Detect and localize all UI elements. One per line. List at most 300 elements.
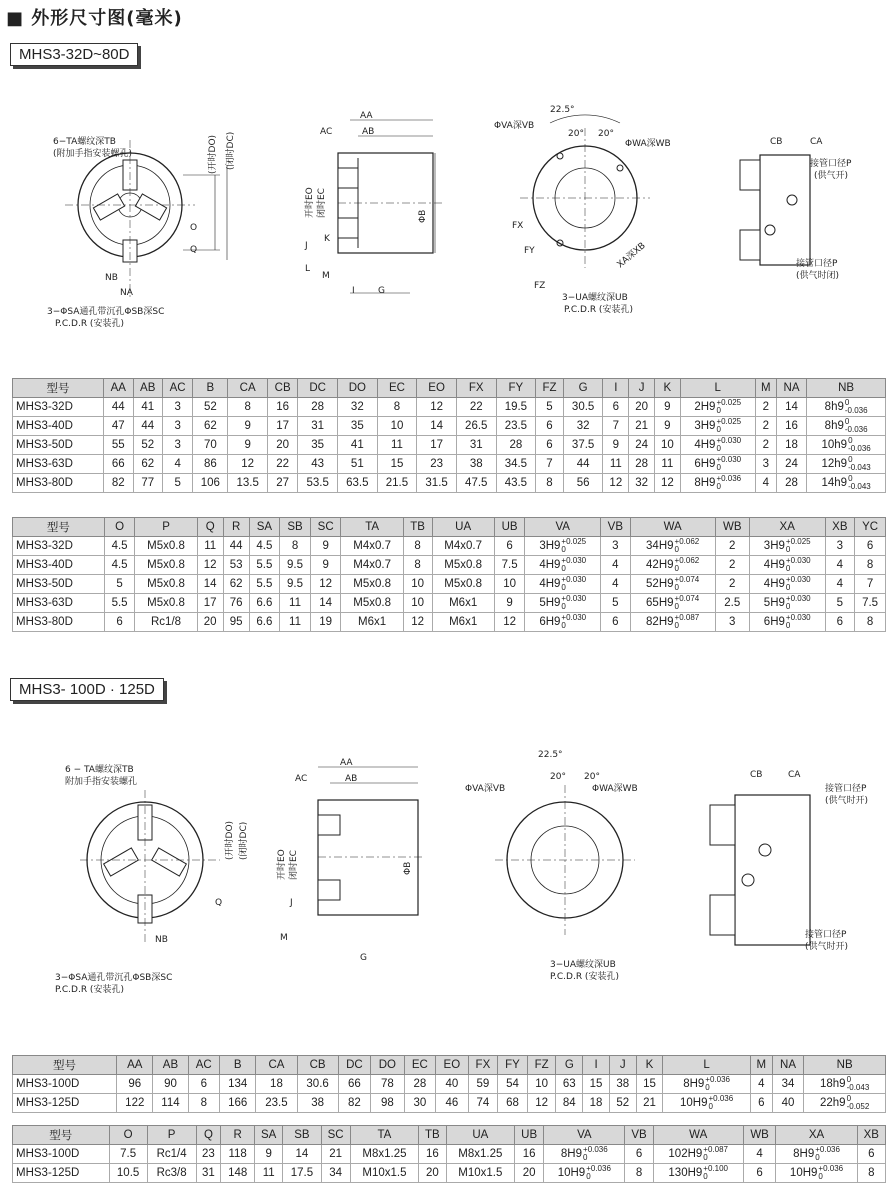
tolerance-upper: 0 [848,436,853,445]
label-xa: XA深XB [615,240,648,271]
table-cell: 6 [625,1145,653,1164]
table-cell: 5.5 [249,575,280,594]
nominal-value: 10H9 [789,1167,818,1180]
table-cell: 26.5 [456,417,496,436]
model-cell: MHS3-80D [13,474,104,493]
nominal-value: 22h9 [820,1097,846,1110]
table-cell: 28 [629,455,655,474]
table-cell [680,474,755,493]
col-header: NA [772,1056,804,1075]
col-header: TB [403,518,432,537]
col-header: AB [153,1056,188,1075]
table-cell: 6 [188,1075,220,1094]
tolerance-lower: 0 [703,1172,708,1181]
tolerance-lower: 0 [716,444,721,453]
table-cell: 6 [536,417,564,436]
table-cell: 66 [338,1075,370,1094]
tolerance-lower: -0.043 [846,1083,870,1092]
table-cell: 15 [583,1075,610,1094]
table-cell: 34.5 [496,455,536,474]
nominal-value: 4H9 [539,578,561,591]
table-cell: 9 [654,398,680,417]
table-cell: 3 [162,436,192,455]
col-header: L [663,1056,750,1075]
front-view-drawing [45,130,255,330]
table-cell: 122 [117,1094,153,1113]
col-header: FZ [527,1056,556,1075]
label-pcd-rear-2: P.C.D.R (安装孔) [550,972,619,982]
table-cell: 17 [417,436,457,455]
nominal-value: 3H9 [694,420,716,433]
col-header: K [654,379,680,398]
table-cell: 9.5 [280,556,311,575]
tolerance [675,538,700,554]
table-cell [807,398,886,417]
table-cell: 114 [153,1094,188,1113]
table-cell: 62 [223,575,249,594]
table-cell [663,1075,750,1094]
tolerance-upper: +0.087 [703,1145,728,1154]
table-cell: 10 [494,575,525,594]
table-cell: M5x0.8 [432,556,494,575]
label-cb: CB [770,137,783,147]
rear-view-drawing-2 [460,745,670,985]
table-cell [749,594,825,613]
tolerance [848,437,871,453]
label-ac-2: AC [295,774,308,784]
table-cell: 8 [228,398,268,417]
tolerance [848,475,871,491]
tolerance [818,1165,843,1181]
table-cell: 12 [310,575,341,594]
col-header: Q [196,1126,221,1145]
table-cell: 14 [417,417,457,436]
tolerance-upper: +0.036 [705,1075,730,1084]
table-cell: 7.5 [109,1145,147,1164]
tolerance-upper: +0.036 [586,1164,611,1173]
nominal-value: 4H9 [763,559,785,572]
table-cell: 7 [603,417,629,436]
tolerance [847,1095,870,1111]
table-cell: 66 [104,455,133,474]
table-cell: 56 [563,474,603,493]
table-row [13,436,886,455]
label-angle-20-a: 20° [568,129,584,139]
table-row [13,1075,886,1094]
tolerance [716,437,741,453]
label-port-open: 接管口径P [810,159,852,169]
tolerance [586,1165,611,1181]
nominal-value: 8H9 [560,1148,583,1161]
col-header: SB [283,1126,321,1145]
model-label-32-80: MHS3-32D~80D [10,43,138,66]
table-cell: 37.5 [563,436,603,455]
table-cell [680,455,755,474]
tolerance [561,557,586,573]
table-cell: 14 [283,1145,321,1164]
label-j: J [305,241,308,251]
col-header: CB [297,1056,338,1075]
nominal-value: 8H9 [694,477,716,490]
label-dc: (闭时DC) [226,131,236,170]
table-cell: 22 [456,398,496,417]
label-i: I [352,286,355,296]
table-cell: 11 [280,613,311,632]
table-cell: 70 [193,436,228,455]
table-cell [807,474,886,493]
nominal-value: 52H9 [646,578,674,591]
label-aa-2: AA [340,758,353,768]
nominal-value: 6H9 [539,616,561,629]
table-cell: 77 [133,474,162,493]
table-cell: Rc1/4 [147,1145,196,1164]
table-cell: 2 [755,436,776,455]
table-row [13,474,886,493]
table-cell: 38 [456,455,496,474]
table-cell: M4x0.7 [341,537,403,556]
table-cell: 16 [419,1145,446,1164]
nominal-value: 4H9 [539,559,561,572]
table-cell: 11 [197,537,223,556]
tolerance [847,1076,870,1092]
table-cell: 5 [825,594,855,613]
table-cell: 15 [636,1075,663,1094]
col-header: P [135,518,197,537]
table-cell: 17.5 [283,1164,321,1183]
tolerance-lower: -0.036 [844,406,868,415]
tolerance [815,1146,840,1162]
tolerance [786,614,811,630]
label-m: M [322,271,330,281]
label-l: L [305,264,311,274]
table-cell: 23 [196,1145,221,1164]
table-cell: 30.5 [563,398,603,417]
table-cell: 106 [193,474,228,493]
table-cell: 82 [338,1094,370,1113]
table-cell: 12 [403,613,432,632]
label-ta-2: 6 − TA螺纹深TB [65,765,134,775]
table-cell: 18 [256,1075,297,1094]
table-cell: 41 [133,398,162,417]
table-cell: 22 [267,455,297,474]
table-cell: M5x0.8 [135,556,197,575]
label-fx: FX [512,221,524,231]
table-cell: M6x1 [432,594,494,613]
table-cell: 30 [404,1094,436,1113]
label-angle-20-b: 20° [598,129,614,139]
nominal-value: 6H9 [694,458,716,471]
tolerance [716,456,741,472]
table-cell: 12 [654,474,680,493]
table-cell: 62 [133,455,162,474]
table-cell: 32 [338,398,378,417]
tolerance-upper: 0 [848,455,853,464]
model-cell: MHS3-80D [13,613,105,632]
table-cell: M8x1.25 [446,1145,514,1164]
table-cell [749,575,825,594]
label-pcd-2: P.C.D.R (安装孔) [55,985,124,995]
table-cell: 44 [104,398,133,417]
tolerance-upper: +0.030 [561,575,587,584]
table-cell: 28 [776,474,806,493]
label-ec: 闭时EC [317,188,327,218]
tolerance-upper: +0.036 [708,1094,734,1103]
table-cell: 35 [298,436,338,455]
table-cell: 32 [629,474,655,493]
col-header: G [556,1056,583,1075]
table-cell: 166 [220,1094,256,1113]
table-cell: 38 [297,1094,338,1113]
table-cell: 3 [601,537,631,556]
nominal-value: 130H9 [668,1167,703,1180]
table-cell [525,594,601,613]
nominal-value: 4H9 [763,578,785,591]
table-cell: 68 [498,1094,528,1113]
tolerance-upper: +0.030 [785,613,811,622]
model-cell: MHS3-40D [13,556,105,575]
tolerance-upper: 0 [844,398,850,407]
label-cb-2: CB [750,770,763,780]
table-cell: 44 [223,537,249,556]
tolerance-upper: 0 [844,417,850,426]
tolerance-lower: -0.036 [848,444,871,453]
table-cell: 19.5 [496,398,536,417]
table-cell: 5 [536,398,564,417]
col-header: NA [776,379,806,398]
col-header: DC [338,1056,370,1075]
table-cell [680,436,755,455]
table-cell: 12 [494,613,525,632]
table-cell: 40 [772,1094,804,1113]
tolerance [675,614,700,630]
label-aa: AA [360,111,373,121]
nominal-value: 4H9 [694,439,716,452]
table-cell: 6 [494,537,525,556]
tolerance-upper: +0.030 [785,575,811,584]
table-cell: 14 [310,594,341,613]
nominal-value: 8h9 [824,401,844,414]
tolerance-upper: +0.062 [674,537,700,546]
tolerance-upper: 0 [848,474,853,483]
nominal-value: 10H9 [557,1167,586,1180]
col-header: CA [256,1056,297,1075]
table-cell: 14 [776,398,806,417]
table-cell: 118 [221,1145,255,1164]
nominal-value: 14h9 [821,477,848,490]
table-row [13,613,886,632]
table-cell: 44 [133,417,162,436]
table-cell: 8 [857,1164,885,1183]
port-view-drawing-2 [700,765,880,965]
col-header: 型号 [13,379,104,398]
tolerance-upper: +0.030 [561,594,587,603]
table-cell: 9 [654,417,680,436]
tolerance [703,1146,728,1162]
table-cell: 17 [267,417,297,436]
table-cell: 23 [417,455,457,474]
table-cell: 12 [228,455,268,474]
table-cell [804,1075,886,1094]
col-header: P [147,1126,196,1145]
table-cell: M5x0.8 [135,575,197,594]
label-q: Q [190,245,198,255]
table-cell: 2 [715,575,749,594]
table-cell: 21 [629,417,655,436]
col-header: EO [436,1056,468,1075]
table-cell: 24 [776,455,806,474]
label-phi-b-2: ΦB [403,861,413,875]
col-header: G [563,379,603,398]
model-cell: MHS3-100D [13,1145,110,1164]
col-header: 型号 [13,518,105,537]
table-cell: 9 [310,537,341,556]
table-cell: 16 [776,417,806,436]
label-angle-22-5: 22.5° [550,105,575,115]
table-row [13,1094,886,1113]
table-cell: 10.5 [109,1164,147,1183]
label-phi-b: ΦB [418,209,428,223]
label-fy: FY [524,246,535,256]
table-cell: 12 [603,474,629,493]
col-header: AC [188,1056,220,1075]
table-cell: M5x0.8 [341,575,403,594]
table-cell: 4.5 [104,537,135,556]
nominal-value: 8H9 [683,1078,705,1091]
table-row [13,575,886,594]
nominal-value: 5H9 [539,597,561,610]
tolerance-upper: +0.030 [716,455,742,464]
table-cell: 23.5 [256,1094,297,1113]
tolerance-lower: 0 [703,1153,708,1162]
col-header: EC [377,379,417,398]
label-ab: AB [362,127,375,137]
tolerance-upper: +0.030 [561,613,587,622]
label-nb-2: NB [155,935,168,945]
col-header: FZ [536,379,564,398]
tolerance-lower: -0.052 [846,1102,870,1111]
label-port-close: 接管口径P [796,259,838,269]
label-port-close-2: 接管口径P [805,930,847,940]
table-cell: 12 [527,1094,556,1113]
col-header: TB [419,1126,446,1145]
tolerance [705,1076,730,1092]
table-cell: 9 [228,436,268,455]
table-cell: 14 [197,575,223,594]
table-cell: 4 [601,556,631,575]
table-cell: 8 [855,613,886,632]
label-port-open-note: (供气开) [814,171,849,181]
table-cell: 5 [162,474,192,493]
model-cell: MHS3-32D [13,537,105,556]
table-cell: 4.5 [104,556,135,575]
col-header: DO [371,1056,404,1075]
table-cell: 3 [715,613,749,632]
table-cell: 5 [601,594,631,613]
table-row [13,417,886,436]
table-row [13,398,886,417]
tolerance-upper: +0.074 [674,575,700,584]
table-cell: 46 [436,1094,468,1113]
table-cell [525,575,601,594]
tolerance-lower: 0 [561,545,566,554]
table-cell: 3 [825,537,855,556]
tolerance-lower: 0 [785,564,791,573]
tolerance [786,595,811,611]
label-eo: 开时EO [305,187,315,218]
table-cell: 9 [310,556,341,575]
label-port-close-note: (供气时闭) [796,271,840,280]
side-view-drawing-2 [270,755,430,965]
tolerance [845,399,868,415]
table-cell: M6x1 [341,613,403,632]
table-cell [544,1145,625,1164]
label-do: (开时DO) [208,134,218,174]
table-cell [807,436,886,455]
col-header: YC [855,518,886,537]
nominal-value: 65H9 [646,597,674,610]
nominal-value: 42H9 [646,559,674,572]
tolerance-upper: +0.025 [785,537,811,546]
label-va: ΦVA深VB [494,121,535,131]
tolerance-lower: 0 [674,621,679,630]
table-cell: 8 [403,537,432,556]
tolerance-lower: 0 [785,621,791,630]
table-cell: 11 [280,594,311,613]
table-cell: M6x1 [432,613,494,632]
col-header: 型号 [13,1056,117,1075]
nominal-value: 8h9 [824,420,844,433]
tolerance-lower: 0 [716,463,721,472]
nominal-value: 6H9 [763,616,785,629]
table-cell: 20 [419,1164,446,1183]
label-fz: FZ [534,281,546,291]
table-cell [749,537,825,556]
table-cell: 8 [855,556,886,575]
table-cell: 18 [776,436,806,455]
label-ac: AC [320,127,333,137]
table-cell: 31.5 [417,474,457,493]
col-header: AC [162,379,192,398]
table-cell: 63 [556,1075,583,1094]
tolerance [675,557,700,573]
table-cell: 34 [772,1075,804,1094]
table-cell: 28 [298,398,338,417]
table-cell: 63.5 [338,474,378,493]
tolerance-upper: 0 [846,1075,852,1084]
tolerance [716,418,741,434]
table-cell: 2 [715,537,749,556]
table-cell: 20 [629,398,655,417]
table-cell [663,1094,750,1113]
table-cell: 3 [162,417,192,436]
tolerance-lower: 0 [705,1083,710,1092]
col-header: 型号 [13,1126,110,1145]
tolerance [845,418,868,434]
tolerance-upper: +0.025 [561,537,587,546]
col-header: AA [117,1056,153,1075]
table-cell: 52 [133,436,162,455]
table-cell: 86 [193,455,228,474]
label-o: O [190,223,198,233]
tolerance-upper: +0.030 [561,556,587,565]
table-row [13,1145,886,1164]
tolerance-upper: +0.025 [716,417,742,426]
table-cell [807,455,886,474]
tolerance [675,576,700,592]
col-header: SA [249,518,280,537]
table-cell: 18 [583,1094,610,1113]
table-cell: 20 [267,436,297,455]
